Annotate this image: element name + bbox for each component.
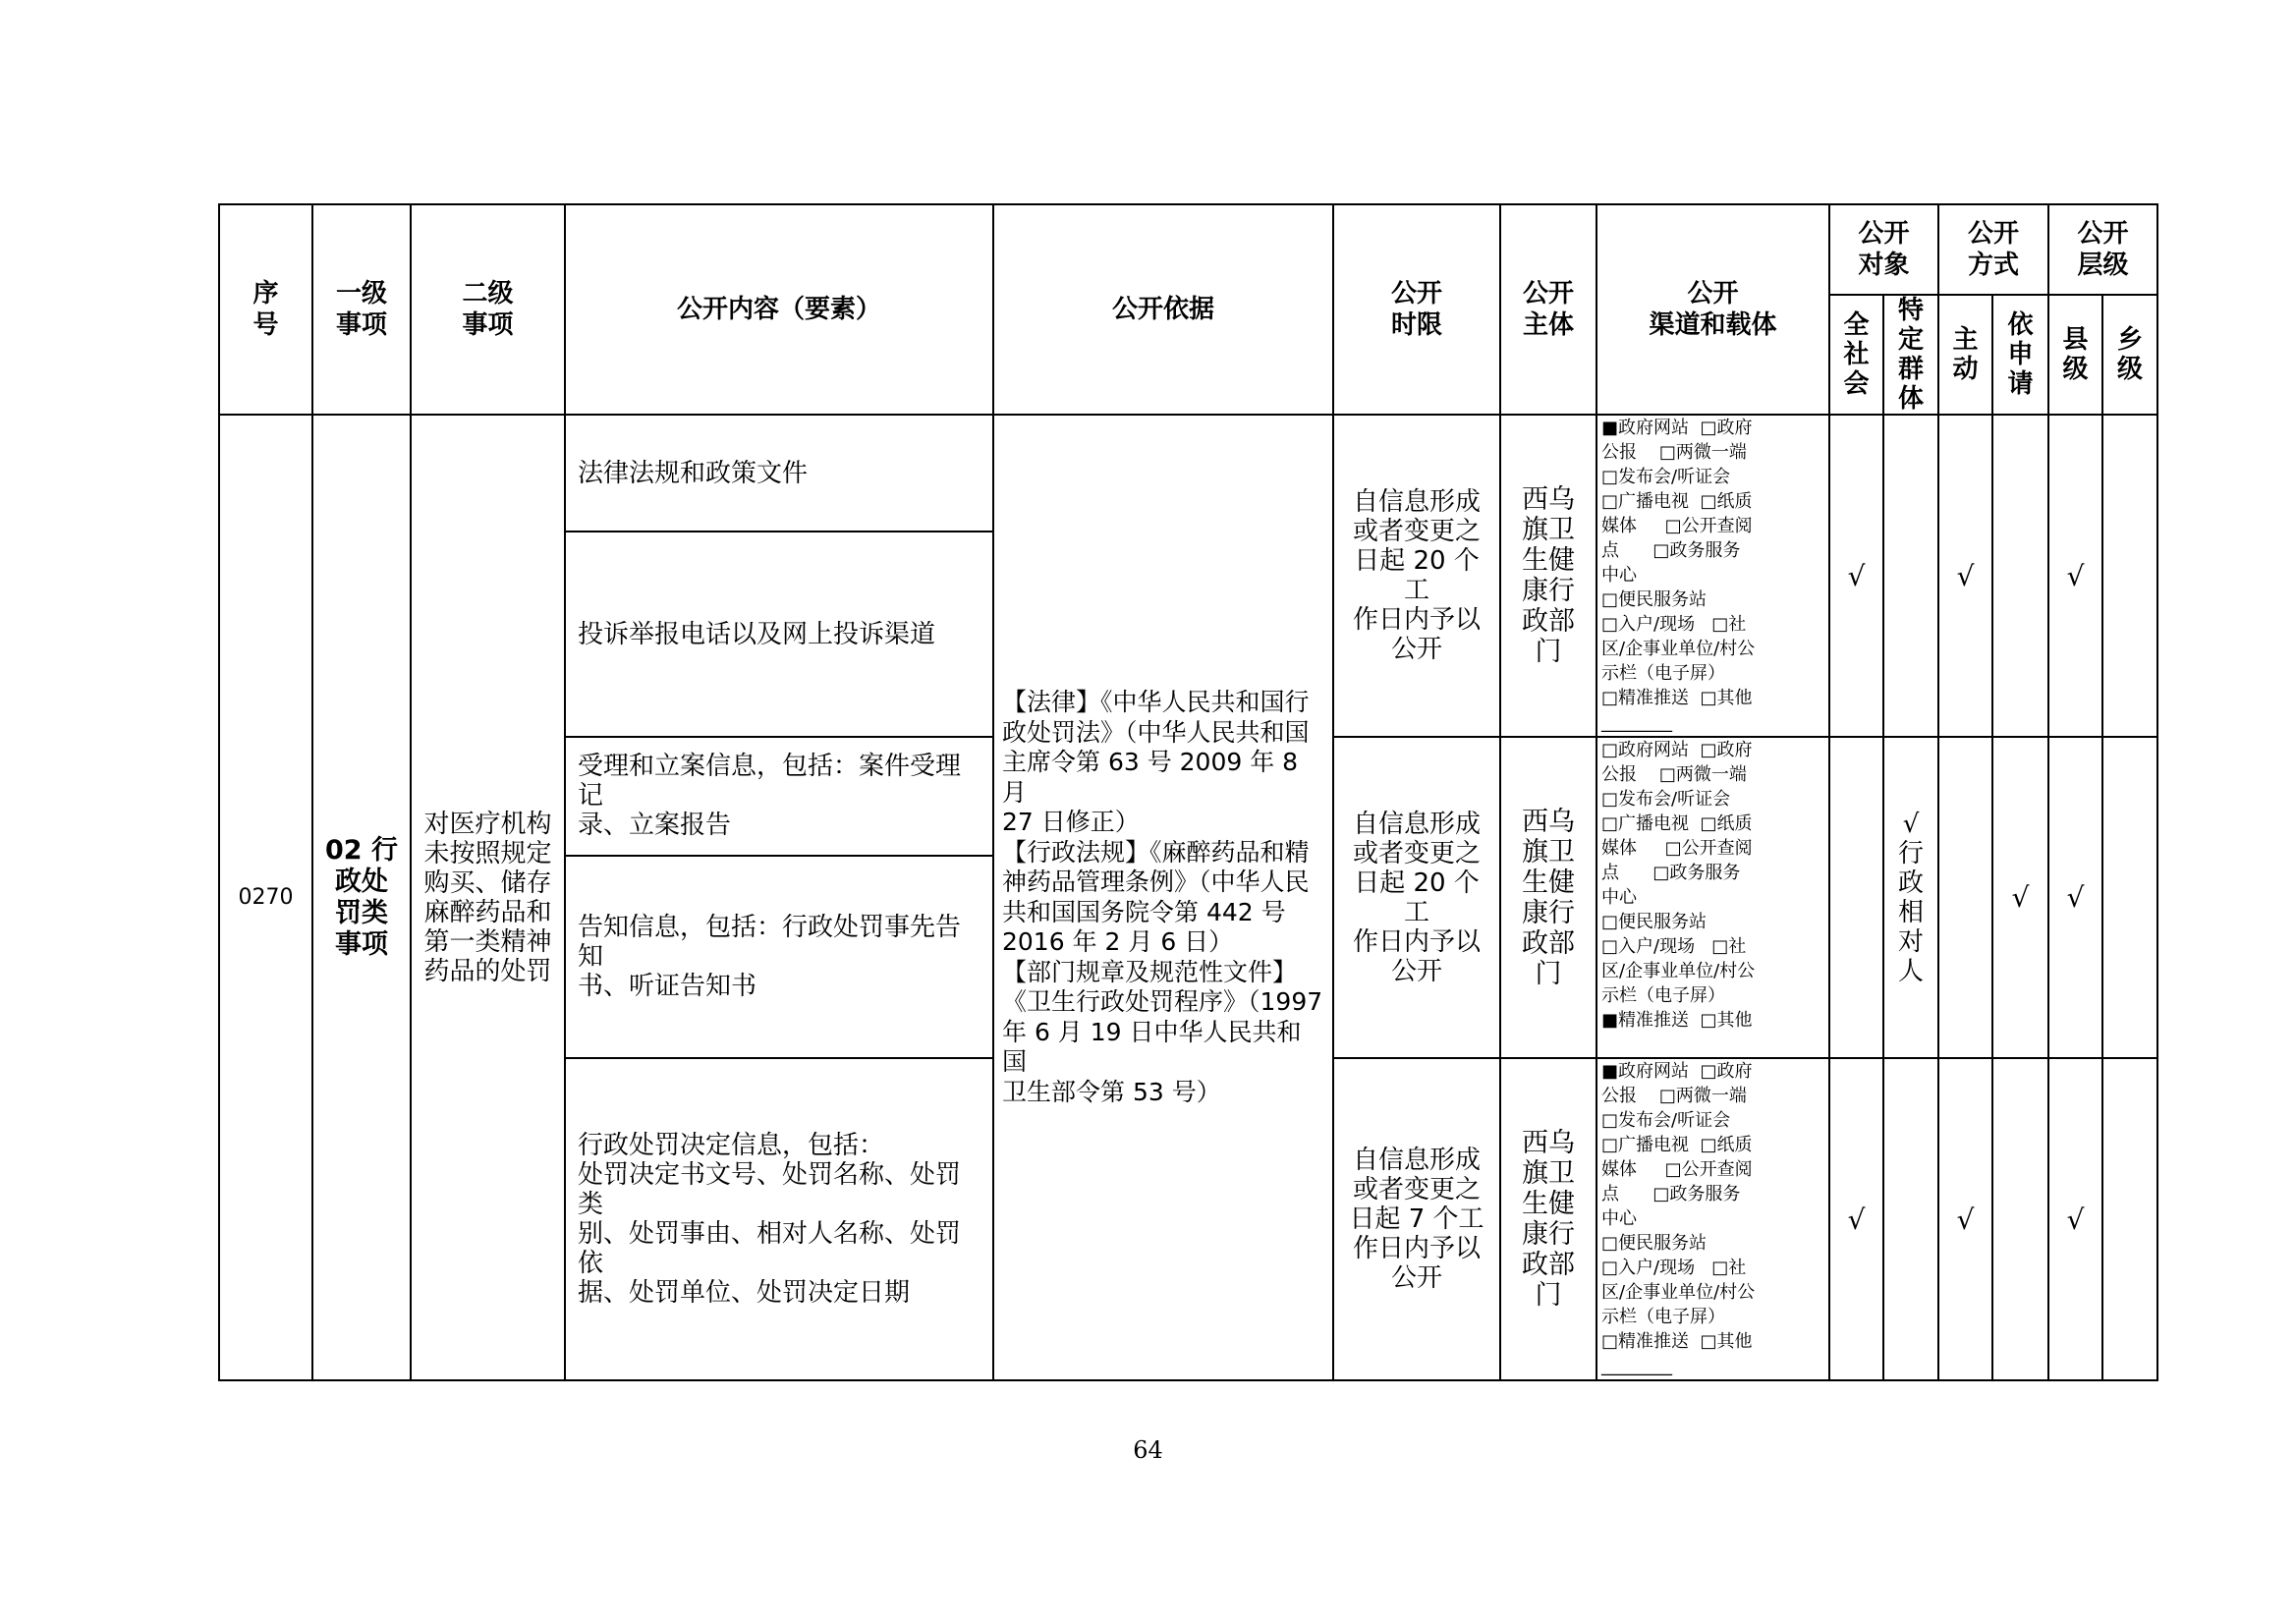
check-method-request (1992, 1058, 2048, 1380)
subject: 西乌 旗卫 生健 康行 政部 门 (1500, 737, 1596, 1059)
row-seq: 0270 (219, 415, 312, 1380)
check-target-specific (1883, 1058, 1938, 1380)
header-level2: 二级 事项 (411, 204, 565, 415)
subject: 西乌 旗卫 生健 康行 政部 门 (1500, 1058, 1596, 1380)
check-method-request: √ (1992, 737, 2048, 1059)
header-channel: 公开 渠道和载体 (1596, 204, 1829, 415)
time-limit: 自信息形成 或者变更之 日起 20 个工 作日内予以 公开 (1333, 737, 1500, 1059)
check-method-active (1938, 737, 1992, 1059)
check-level-county: √ (2048, 1058, 2102, 1380)
check-method-active: √ (1938, 415, 1992, 737)
check-target-specific: √ 行 政 相 对 人 (1883, 737, 1938, 1059)
check-level-county: √ (2048, 737, 2102, 1059)
check-target-all: √ (1829, 415, 1883, 737)
disclosure-table (218, 203, 2158, 1381)
check-target-all (1829, 737, 1883, 1059)
header-time-limit: 公开 时限 (1333, 204, 1500, 415)
content-item: 行政处罚决定信息，包括： 处罚决定书文号、处罚名称、处罚类 别、处罚事由、相对人名称、处罚依 据、处罚单位、处罚决定日期 (565, 1058, 993, 1380)
header-level-county: 县 级 (2048, 295, 2102, 415)
header-level1: 一级 事项 (312, 204, 411, 415)
row-level1: 02 行 政处 罚类 事项 (312, 415, 411, 1380)
check-target-all: √ (1829, 1058, 1883, 1380)
channel-list: ■政府网站 □政府 公报 □两微一端 □发布会/听证会 □广播电视 □纸质 媒体 □公开查阅 点 □政务服务 中心 □便民服务站 □入户/现场 □社 区/企事业单位/村公 示栏（电子屏） □精准推送 □其他 ________ (1596, 1058, 1829, 1380)
time-limit: 自信息形成 或者变更之 日起 7 个工 作日内予以 公开 (1333, 1058, 1500, 1380)
page-number: 64 (1133, 1436, 1163, 1464)
content-item: 受理和立案信息，包括：案件受理记 录、立案报告 (565, 737, 993, 856)
row-basis: 【法律】《中华人民共和国行 政处罚法》（中华人民共和国 主席令第 63 号 2009 年 8 月 27 日修正） 【行政法规】《麻醉药品和精 神药品管理条例》（中华人民 共和国国务院令第 442 号 2016 年 2 月 6 日） 【部门规章及规范性文件】 《卫生行政处罚程序》（1997 年 6 月 19 日中华人民共和国 卫生部令第 53 号） (993, 415, 1333, 1380)
check-method-active: √ (1938, 1058, 1992, 1380)
content-item: 投诉举报电话以及网上投诉渠道 (565, 532, 993, 737)
channel-list: □政府网站 □政府 公报 □两微一端 □发布会/听证会 □广播电视 □纸质 媒体 □公开查阅 点 □政务服务 中心 □便民服务站 □入户/现场 □社 区/企事业单位/村公 示栏（电子屏） ■精准推送 □其他 (1596, 737, 1829, 1059)
header-method-active: 主 动 (1938, 295, 1992, 415)
subject: 西乌 旗卫 生健 康行 政部 门 (1500, 415, 1596, 737)
header-level-township: 乡 级 (2102, 295, 2157, 415)
header-method-request: 依 申 请 (1992, 295, 2048, 415)
check-level-township (2102, 1058, 2157, 1380)
header-content: 公开内容（要素） (565, 204, 993, 415)
content-item: 法律法规和政策文件 (565, 415, 993, 532)
header-target-all: 全 社 会 (1829, 295, 1883, 415)
header-basis: 公开依据 (993, 204, 1333, 415)
header-target: 公开 对象 (1829, 204, 1938, 295)
header-level: 公开 层级 (2048, 204, 2157, 295)
check-level-township (2102, 737, 2157, 1059)
check-method-request (1992, 415, 2048, 737)
header-method: 公开 方式 (1938, 204, 2048, 295)
check-target-specific (1883, 415, 1938, 737)
header-seq: 序 号 (219, 204, 312, 415)
channel-list: ■政府网站 □政府 公报 □两微一端 □发布会/听证会 □广播电视 □纸质 媒体 □公开查阅 点 □政务服务 中心 □便民服务站 □入户/现场 □社 区/企事业单位/村公 示栏（电子屏） □精准推送 □其他 ________ (1596, 415, 1829, 737)
time-limit: 自信息形成 或者变更之 日起 20 个工 作日内予以 公开 (1333, 415, 1500, 737)
check-level-county: √ (2048, 415, 2102, 737)
row-level2: 对医疗机构 未按照规定 购买、储存 麻醉药品和 第一类精神 药品的处罚 (411, 415, 565, 1380)
content-item: 告知信息，包括：行政处罚事先告知 书、听证告知书 (565, 856, 993, 1058)
header-subject: 公开 主体 (1500, 204, 1596, 415)
check-level-township (2102, 415, 2157, 737)
header-target-specific: 特 定 群 体 (1883, 295, 1938, 415)
